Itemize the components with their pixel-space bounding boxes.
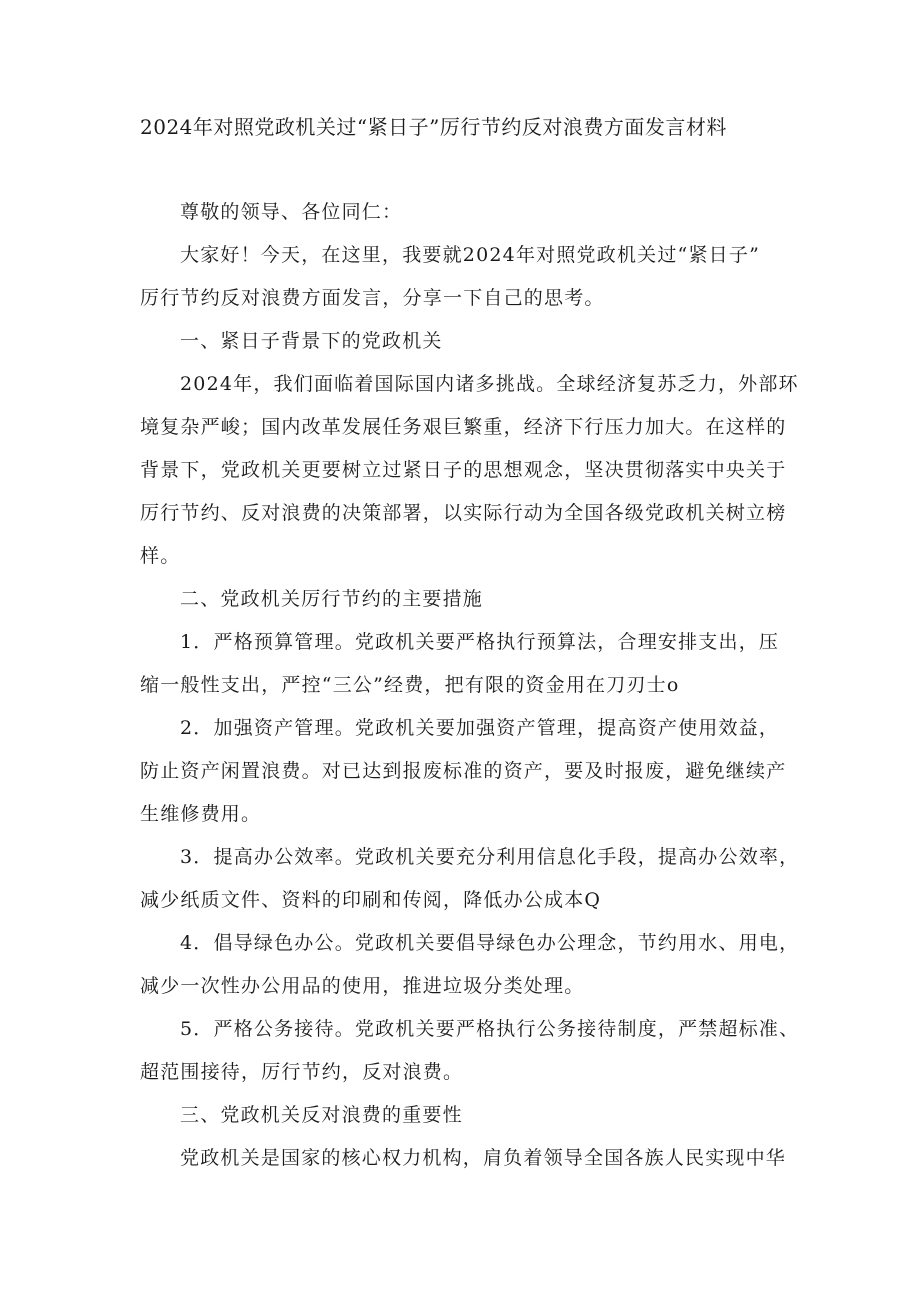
paragraph-line: 境复杂严峻；国内改革发展任务艰巨繁重，经济下行压力加大。在这样的 [140,416,787,438]
salutation: 尊敬的领导、各位同仁： [180,201,403,223]
list-item-line: 2．加强资产管理。党政机关要加强资产管理，提高资产使用效益， [180,717,780,739]
section-heading: 二、党政机关厉行节约的主要措施 [180,588,484,610]
list-item-line: 5．严格公务接待。党政机关要严格执行公务接待制度，严禁超标准、 [180,1018,800,1040]
list-item-line: 生维修费用。 [140,803,262,825]
list-item-line: 4．倡导绿色办公。党政机关要倡导绿色办公理念，节约用水、用电， [180,932,800,954]
document-title: 2024年对照党政机关过“紧日子”厉行节约反对浪费方面发言材料 [140,115,727,139]
paragraph-line: 样。 [140,545,181,567]
section-heading: 一、紧日子背景下的党政机关 [180,330,443,352]
list-item-line: 3．提高办公效率。党政机关要充分利用信息化手段，提高办公效率， [180,846,800,868]
list-item-line: 减少一次性办公用品的使用，推进垃圾分类处理。 [140,975,585,997]
list-item-line: 减少纸质文件、资料的印刷和传阅，降低办公成本Q [140,889,602,911]
paragraph-line: 厉行节约、反对浪费的决策部署，以实际行动为全国各级党政机关树立榜 [140,502,787,524]
paragraph-line: 2024年，我们面临着国际国内诸多挑战。全球经济复苏乏力，外部环 [180,373,799,395]
paragraph-line: 厉行节约反对浪费方面发言，分享一下自己的思考。 [140,287,605,309]
paragraph-line: 背景下，党政机关更要树立过紧日子的思想观念，坚决贯彻落实中央关于 [140,459,787,481]
list-item-line: 防止资产闲置浪费。对已达到报废标准的资产，要及时报废，避免继续产 [140,760,787,782]
list-item-line: 1．严格预算管理。党政机关要严格执行预算法，合理安排支出，压 [180,631,780,653]
paragraph-line: 大家好！今天，在这里，我要就2024年对照党政机关过“紧日子” [180,244,760,266]
list-item-line: 超范围接待，厉行节约，反对浪费。 [140,1061,464,1083]
paragraph-line: 党政机关是国家的核心权力机构，肩负着领导全国各族人民实现中华 [180,1147,787,1169]
list-item-line: 缩一般性支出，严控“三公”经费，把有限的资金用在刀刃士o [140,674,680,696]
section-heading: 三、党政机关反对浪费的重要性 [180,1104,463,1126]
